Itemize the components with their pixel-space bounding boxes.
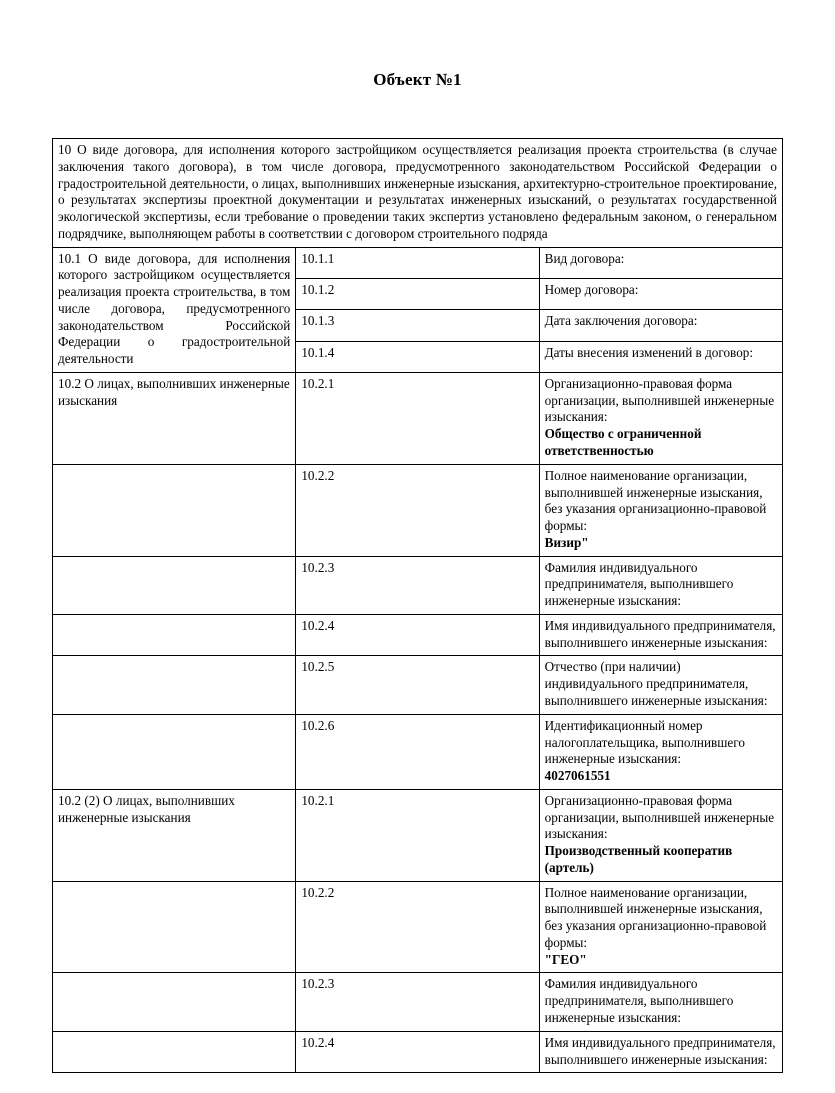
- row-field: [539, 556, 782, 614]
- section-header-text: 10 О виде договора, для исполнения которого застройщиком осуществляется реализация проекта строительства (в случае заключения такого договора), в том числе договора, предусмотренного законодательством Российской Федерации о градостроительной деятельности, о лицах, выполнивших инженерные изыскания, архитектурно-строительное проектирование, о результатах экспертизы проектной документации и результатах инженерных изысканий, о результатах государственной экологической экспертизы, если требование о проведении таких экспертиз установлено федеральным законом, о генеральном подрядчике, выполняющем работы в соответствии с договором строительного подряда: [53, 139, 783, 248]
- row-code: 10.2.4: [296, 614, 539, 656]
- row-label: [53, 1031, 296, 1073]
- field-value: 4027061551: [544, 768, 611, 784]
- row-field: [539, 341, 782, 372]
- row-field: [539, 247, 782, 278]
- row-field: [539, 278, 782, 309]
- row-code: 10.1.3: [296, 310, 539, 341]
- row-label: 10.2 О лицах, выполнивших инженерные изыскания: [53, 372, 296, 464]
- table-body: [53, 139, 783, 1073]
- table-row: [53, 881, 783, 973]
- field-label: Имя индивидуального предпринимателя, выполнившего инженерные изыскания:: [544, 1034, 779, 1067]
- row-label: [53, 656, 296, 714]
- field-label: Полное наименование организации, выполнившей инженерные изыскания, без указания организационно-правовой формы:: [544, 884, 770, 950]
- table-row: [53, 464, 783, 556]
- page-title: Объект №1: [373, 70, 462, 89]
- table-row: [53, 372, 783, 464]
- field-label: Отчество (при наличии) индивидуального предпринимателя, выполнившего инженерные изыскания:: [544, 659, 768, 708]
- field-label: Идентификационный номер налогоплательщика, выполнившего инженерные изыскания:: [544, 717, 749, 767]
- row-code: 10.1.4: [296, 341, 539, 372]
- row-label: [53, 614, 296, 656]
- row-code: 10.2.3: [296, 556, 539, 614]
- field-label: Фамилия индивидуального предпринимателя, выполнившего инженерные изыскания:: [544, 976, 737, 1025]
- field-label: Организационно-правовая форма организации, выполнившей инженерные изыскания:: [544, 375, 778, 425]
- table-row: [53, 973, 783, 1031]
- row-code: 10.1.2: [296, 278, 539, 309]
- field-label: Фамилия индивидуального предпринимателя, выполнившего инженерные изыскания:: [544, 559, 737, 609]
- row-code: 10.2.1: [296, 789, 539, 881]
- row-code: 10.2.5: [296, 656, 539, 714]
- field-value: Визир": [544, 534, 589, 550]
- row-field: [539, 614, 782, 656]
- row-label: [53, 881, 296, 973]
- field-label: Организационно-правовая форма организации, выполнившей инженерные изыскания:: [544, 792, 778, 842]
- row-field: [539, 372, 782, 464]
- table-row: [53, 789, 783, 881]
- row-label: [53, 464, 296, 556]
- row-field: [539, 656, 782, 714]
- row-label: 10.1 О виде договора, для исполнения которого застройщиком осуществляется реализация проекта строительства, в том числе договора, предусмотренного законодательством Российской Федерации о градостроительной деятельности: [53, 247, 296, 372]
- table-row: [53, 656, 783, 714]
- row-field: [539, 714, 782, 789]
- row-label: [53, 714, 296, 789]
- field-label: Дата заключения договора:: [544, 313, 698, 329]
- row-field: [539, 1031, 782, 1073]
- row-code: 10.2.1: [296, 372, 539, 464]
- table-row: [53, 614, 783, 656]
- field-label: Имя индивидуального предпринимателя, выполнившего инженерные изыскания:: [544, 617, 779, 650]
- table-row: [53, 1031, 783, 1073]
- row-code: 10.2.4: [296, 1031, 539, 1073]
- row-code: 10.2.2: [296, 881, 539, 973]
- field-label: Даты внесения изменений в договор:: [544, 344, 754, 360]
- field-value: Общество с ограниченной ответственностью: [544, 426, 702, 459]
- field-value: Производственный кооператив (артель): [544, 843, 733, 875]
- row-field: [539, 310, 782, 341]
- field-label: Номер договора:: [544, 281, 639, 297]
- row-label: [53, 973, 296, 1031]
- table-row: [53, 247, 783, 278]
- field-label: Вид договора:: [544, 250, 625, 266]
- row-code: 10.2.6: [296, 714, 539, 789]
- project-declaration-table: [52, 138, 783, 1073]
- row-field: [539, 789, 782, 881]
- row-field: [539, 881, 782, 973]
- table-row: [53, 556, 783, 614]
- row-label: 10.2 (2) О лицах, выполнивших инженерные изыскания: [53, 789, 296, 881]
- row-code: 10.2.2: [296, 464, 539, 556]
- row-code: 10.2.3: [296, 973, 539, 1031]
- row-field: [539, 464, 782, 556]
- row-label: [53, 556, 296, 614]
- row-field: [539, 973, 782, 1031]
- row-code: 10.1.1: [296, 247, 539, 278]
- field-value: "ГЕО": [544, 951, 587, 967]
- table-row-header: [53, 139, 783, 248]
- field-label: Полное наименование организации, выполнившей инженерные изыскания, без указания организационно-правовой формы:: [544, 467, 770, 534]
- table-row: [53, 714, 783, 789]
